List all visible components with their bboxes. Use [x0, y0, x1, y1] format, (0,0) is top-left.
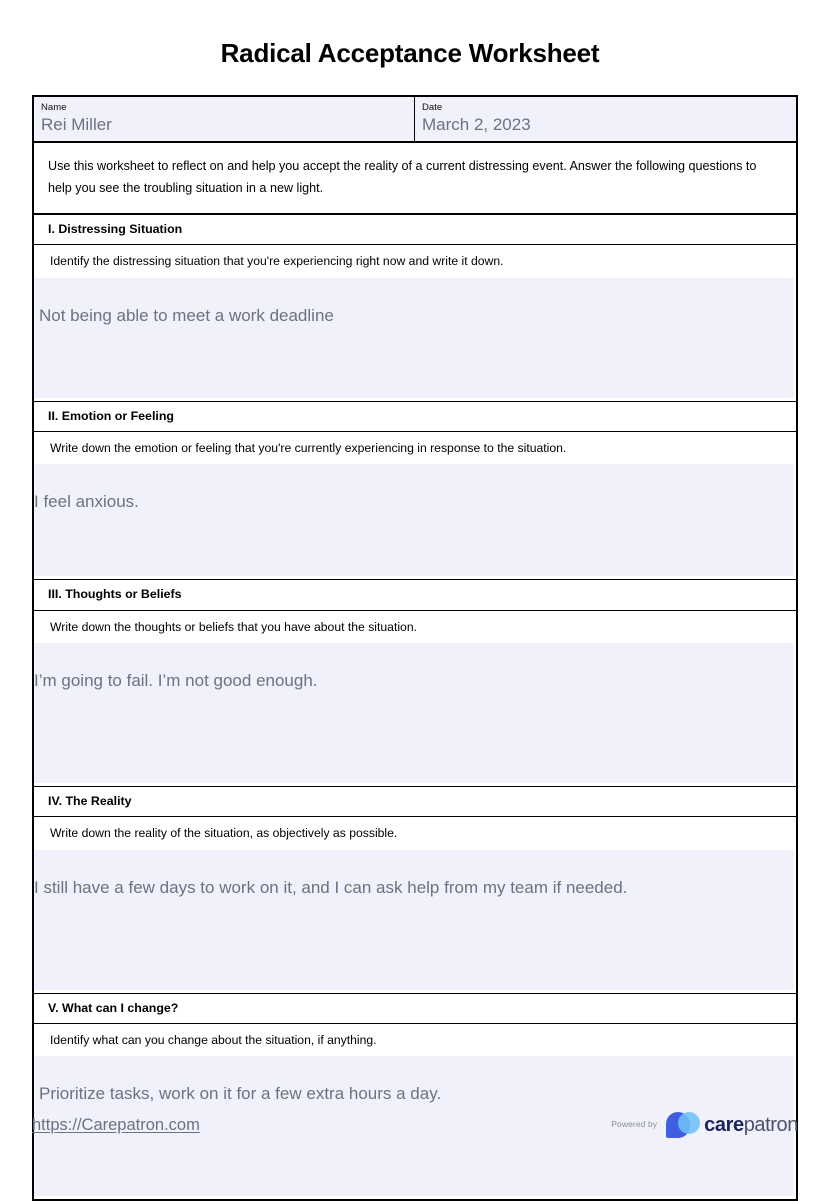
name-label: Name	[41, 102, 67, 113]
answer-area-3[interactable]	[34, 643, 794, 783]
answer-text-3[interactable]: I’m going to fail. I’m not good enough.	[34, 671, 318, 691]
page-footer	[32, 1112, 798, 1152]
section-heading: V. What can I change?	[34, 993, 796, 1024]
carepatron-url-link[interactable]: https://Carepatron.com	[32, 1116, 200, 1134]
section-prompt: Write down the thoughts or beliefs that you have about the situation.	[34, 611, 796, 643]
section-distressing-situation	[34, 214, 796, 398]
section-prompt: Identify the distressing situation that you're experiencing right now and write it down.	[34, 245, 796, 277]
section-heading: I. Distressing Situation	[34, 214, 796, 245]
section-prompt: Identify what can you change about the situation, if anything.	[34, 1024, 796, 1056]
section-the-reality	[34, 786, 796, 990]
wordmark-care: care	[704, 1114, 744, 1136]
section-emotion-or-feeling	[34, 401, 796, 577]
answer-text-4[interactable]: I still have a few days to work on it, and I can ask help from my team if needed.	[34, 877, 628, 897]
carepatron-wordmark	[704, 1115, 798, 1135]
name-field[interactable]	[34, 97, 415, 141]
section-heading: II. Emotion or Feeling	[34, 401, 796, 432]
answer-text-2[interactable]: I feel anxious.	[34, 492, 139, 512]
worksheet-table	[32, 95, 798, 1201]
intro-paragraph: Use this worksheet to reflect on and help you accept the reality of a current distressing event. Answer the following questions to help you see the troubling situation in a new light.	[34, 143, 796, 214]
section-prompt: Write down the emotion or feeling that you're currently experiencing in response to the situation.	[34, 432, 796, 464]
name-input[interactable]: Rei Miller	[41, 115, 112, 135]
answer-text-5[interactable]: Prioritize tasks, work on it for a few extra hours a day.	[39, 1084, 442, 1104]
section-heading: III. Thoughts or Beliefs	[34, 579, 796, 610]
section-prompt: Write down the reality of the situation, as objectively as possible.	[34, 817, 796, 849]
carepatron-logo-mark-icon	[666, 1112, 700, 1138]
name-date-row	[34, 97, 796, 143]
page-title: Radical Acceptance Worksheet	[220, 38, 600, 68]
date-field[interactable]	[415, 97, 796, 141]
answer-area-2[interactable]	[34, 464, 794, 576]
answer-text-1[interactable]: Not being able to meet a work deadline	[39, 305, 334, 325]
wordmark-patron: patron	[743, 1114, 798, 1136]
brand-block	[611, 1112, 798, 1138]
answer-area-1[interactable]	[34, 278, 794, 398]
powered-by-label: Powered by	[611, 1119, 658, 1130]
section-heading: IV. The Reality	[34, 786, 796, 817]
logo-circle-shape	[678, 1112, 700, 1134]
date-input[interactable]: March 2, 2023	[422, 115, 531, 135]
carepatron-logo	[666, 1112, 798, 1138]
answer-area-4[interactable]	[34, 850, 794, 990]
section-what-can-i-change	[34, 993, 796, 1197]
date-label: Date	[422, 102, 443, 113]
section-thoughts-or-beliefs	[34, 579, 796, 783]
